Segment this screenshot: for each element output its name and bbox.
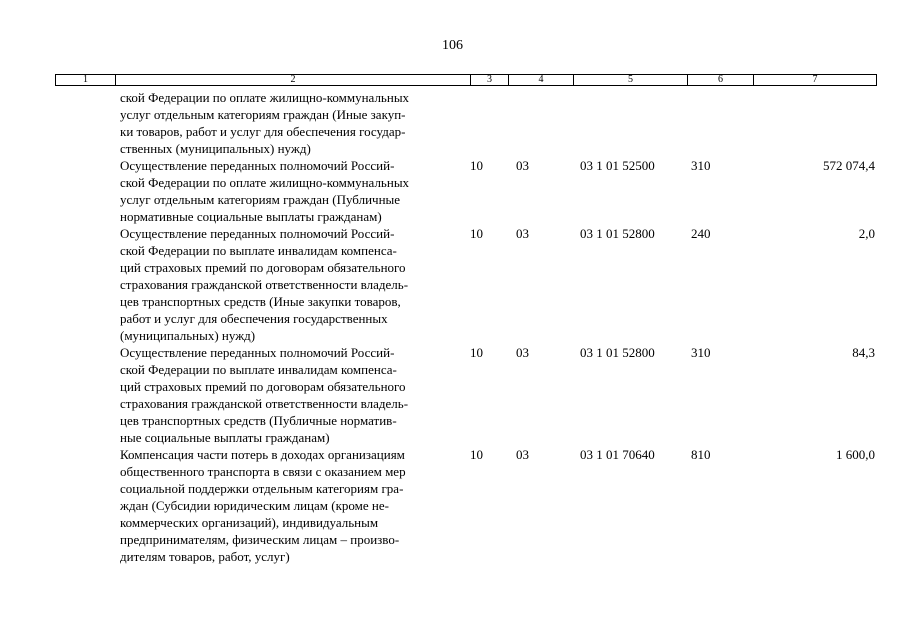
column-header-2: 2 — [116, 75, 471, 86]
column-header-7: 7 — [754, 75, 877, 86]
column-header-6: 6 — [688, 75, 754, 86]
row-subsection: 03 — [516, 447, 529, 462]
row-name: ской Федерации по оплате жилищно-коммунальных услуг отдельным категориям граждан (Иные закуп- ки товаров, работ и услуг для обеспечения государ- ственных (муниципальных) нужд) — [120, 90, 410, 156]
row-target-article: 03 1 01 52800 — [580, 226, 655, 241]
table-row — [0, 225, 905, 344]
row-sum: 572 074,4 — [823, 158, 875, 173]
row-target-article: 03 1 01 52500 — [580, 158, 655, 173]
row-target-article: 03 1 01 70640 — [580, 447, 655, 462]
row-name: Осуществление переданных полномочий Россий- ской Федерации по оплате жилищно-коммунальных услуг отдельным категориям граждан (Публичные нормативные социальные выплаты гражданам) — [120, 158, 410, 224]
row-sum: 84,3 — [852, 345, 875, 360]
row-section: 10 — [470, 447, 483, 462]
row-subsection: 03 — [516, 226, 529, 241]
row-sum: 1 600,0 — [836, 447, 875, 462]
table-row — [0, 446, 905, 565]
column-header-5: 5 — [574, 75, 688, 86]
row-section: 10 — [470, 226, 483, 241]
table-row — [0, 89, 905, 157]
column-number-header — [55, 74, 877, 86]
row-sum: 2,0 — [858, 226, 875, 241]
column-header-1: 1 — [56, 75, 116, 86]
page-number: 106 — [442, 38, 463, 53]
table-row — [0, 157, 905, 225]
row-name: Осуществление переданных полномочий Россий- ской Федерации по выплате инвалидам компенса- ций страховых премий по договорам обязательного страхования гражданской ответственности владель- цев транспортных средств (Иные закупки товаров, работ и услуг для обеспечения государственных (муниципальных) нужд) — [120, 226, 409, 343]
column-header-3: 3 — [471, 75, 509, 86]
row-section: 10 — [470, 158, 483, 173]
row-name: Осуществление переданных полномочий Россий- ской Федерации по выплате инвалидам компенса- ций страховых премий по договорам обязательного страхования гражданской ответственности владель- цев транспортных средств (Публичные норматив- ные социальные выплаты гражданам) — [120, 345, 409, 445]
row-expense-type: 310 — [691, 345, 711, 360]
row-expense-type: 240 — [691, 226, 711, 241]
row-expense-type: 810 — [691, 447, 711, 462]
row-expense-type: 310 — [691, 158, 711, 173]
budget-rows — [0, 89, 905, 565]
row-subsection: 03 — [516, 158, 529, 173]
row-name: Компенсация части потерь в доходах организациям общественного транспорта в связи с оказанием мер социальной поддержки отдельным категориям гра- ждан (Субсидии юридическим лицам (кроме не- коммерческих организаций), индивидуальным предпринимателям, физическим лицам – произво- дителям товаров, работ, услуг) — [120, 447, 406, 564]
row-section: 10 — [470, 345, 483, 360]
row-subsection: 03 — [516, 345, 529, 360]
table-row — [0, 344, 905, 446]
column-header-4: 4 — [509, 75, 574, 86]
row-target-article: 03 1 01 52800 — [580, 345, 655, 360]
